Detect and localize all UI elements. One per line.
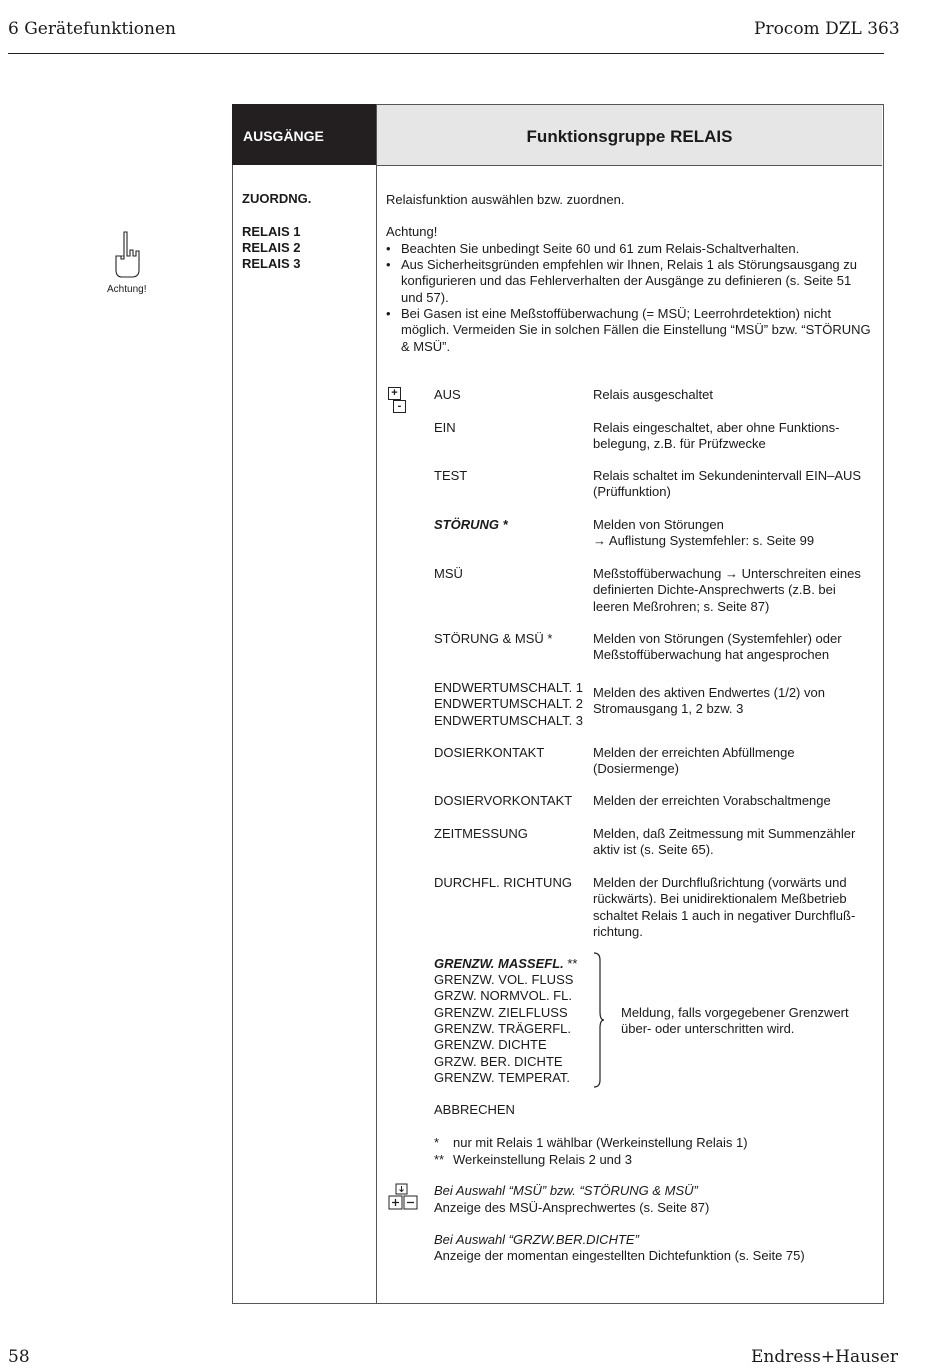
- intro-bullet: Aus Sicherheitsgründen empfehlen wir Ihnen, Relais 1 als Störungsausgang zu konfigurieren und das Fehlerverhalten der Ausgänge zu definieren (s. Seite 51 und 57).: [401, 257, 857, 305]
- header-product: Procom DZL 363: [754, 19, 900, 39]
- grenz-option: GRENZW. ZIELFLUSS: [434, 1005, 568, 1020]
- option-name: ENDWERTUMSCHALT. 1 ENDWERTUMSCHALT. 2 ENDWERTUMSCHALT. 3: [434, 680, 584, 728]
- footnote-mark: *: [434, 1135, 440, 1150]
- bullet-dot: •: [386, 306, 391, 321]
- grenz-option: GRENZW. TRÄGERFL.: [434, 1021, 571, 1036]
- option-name: DURCHFL. RICHTUNG: [434, 875, 572, 890]
- option-desc: Melden von Störungen (Systemfehler) oder Meßstoffüberwachung hat angesprochen: [593, 631, 842, 663]
- option-name: MSÜ: [434, 566, 463, 581]
- grenz-option: GRENZW. DICHTE: [434, 1037, 547, 1052]
- option-name: STÖRUNG *: [434, 517, 508, 532]
- option-name: AUS: [434, 387, 461, 402]
- option-desc: Relais ausgeschaltet: [593, 387, 713, 402]
- grenz-option: GRZW. NORMVOL. FL.: [434, 988, 572, 1003]
- option-name: DOSIERKONTAKT: [434, 745, 545, 760]
- footnote-mark: **: [434, 1152, 445, 1167]
- grenz-option: GRENZW. VOL. FLUSS: [434, 972, 574, 987]
- plus-key-icon: +: [388, 387, 401, 400]
- bullet-dot: •: [386, 257, 391, 272]
- grenz-brace: [592, 952, 606, 1091]
- intro-line: Relaisfunktion auswählen bzw. zuordnen.: [386, 192, 625, 207]
- label-zuordng: ZUORDNG.: [242, 191, 312, 206]
- grenz-first-mark: **: [563, 956, 578, 971]
- option-desc: Melden des aktiven Endwertes (1/2) von Stromausgang 1, 2 bzw. 3: [593, 685, 825, 717]
- grenz-desc: Meldung, falls vorgegebener Grenzwert über- oder unterschritten wird.: [621, 1005, 849, 1037]
- header-chapter: 6 Gerätefunktionen: [8, 19, 176, 39]
- option-desc: Melden von Störungen → Auflistung Systemfehler: s. Seite 99: [593, 517, 815, 549]
- label-relais-1: RELAIS 1: [242, 224, 301, 239]
- option-name: DOSIERVORKONTAKT: [434, 793, 573, 808]
- outputs-header-label: AUSGÄNGE: [243, 128, 324, 144]
- page-number: 58: [8, 1347, 30, 1367]
- note-text: Anzeige des MSÜ-Ansprechwertes (s. Seite 87): [434, 1200, 710, 1215]
- achtung-heading: Achtung!: [386, 224, 438, 239]
- grenz-first-name: GRENZW. MASSEFL.: [434, 956, 564, 971]
- option-desc: Relais eingeschaltet, aber ohne Funktions- belegung, z.B. für Prüfzwecke: [593, 420, 840, 452]
- note-title: Bei Auswahl “MSÜ” bzw. “STÖRUNG & MSÜ”: [434, 1183, 698, 1198]
- intro-bullet: Beachten Sie unbedingt Seite 60 und 61 zum Relais-Schaltverhalten.: [401, 241, 800, 256]
- minus-key-icon: -: [393, 400, 406, 413]
- bullet-dot: •: [386, 241, 391, 256]
- grenz-option: GRZW. BER. DICHTE: [434, 1054, 563, 1069]
- header-rule: [8, 53, 884, 54]
- option-desc: Meßstoffüberwachung → Unterschreiten eines definierten Dichte-Ansprechwerts (z.B. bei leeren Meßrohren; s. Seite 87): [593, 566, 861, 614]
- option-name: EIN: [434, 420, 456, 435]
- option-desc: Melden der Durchflußrichtung (vorwärts und rückwärts). Bei unidirektionalem Meßbetrieb schaltet Relais 1 auch in negativer Durchfluß- richtung.: [593, 875, 856, 939]
- note-text: Anzeige der momentan eingestellten Dichtefunktion (s. Seite 75): [434, 1248, 805, 1263]
- footnote-text: Werkeinstellung Relais 2 und 3: [453, 1152, 632, 1167]
- label-relais-2: RELAIS 2: [242, 240, 301, 255]
- option-name: STÖRUNG & MSÜ *: [434, 631, 553, 646]
- footnote-text: nur mit Relais 1 wählbar (Werkeinstellung Relais 1): [453, 1135, 748, 1150]
- label-relais-3: RELAIS 3: [242, 256, 301, 271]
- option-abbrechen: ABBRECHEN: [434, 1102, 515, 1117]
- enter-key-icon: [388, 1183, 420, 1214]
- grenz-option-first: [434, 956, 578, 972]
- option-desc: Relais schaltet im Sekundenintervall EIN–AUS (Prüffunktion): [593, 468, 862, 500]
- pointing-hand-icon: [112, 230, 144, 283]
- option-name: ZEITMESSUNG: [434, 826, 528, 841]
- option-desc: Melden der erreichten Vorabschaltmenge: [593, 793, 831, 808]
- warning-caption: Achtung!: [107, 284, 147, 295]
- note-title: Bei Auswahl “GRZW.BER.DICHTE”: [434, 1232, 639, 1247]
- column-divider: [376, 104, 377, 1304]
- brand-name: Endress+Hauser: [751, 1347, 898, 1367]
- function-group-title: Funktionsgruppe RELAIS: [526, 127, 733, 146]
- option-desc: Melden der erreichten Abfüllmenge (Dosiermenge): [593, 745, 795, 777]
- option-name: TEST: [434, 468, 468, 483]
- option-desc: Melden, daß Zeitmessung mit Summenzähler aktiv ist (s. Seite 65).: [593, 826, 856, 858]
- grenz-option: GRENZW. TEMPERAT.: [434, 1070, 571, 1085]
- intro-bullet: Bei Gasen ist eine Meßstoffüberwachung (= MSÜ; Leerrohrdetektion) nicht möglich. Vermeiden Sie in solchen Fällen die Einstellung “MSÜ” bzw. “STÖRUNG & MSÜ”.: [401, 306, 871, 354]
